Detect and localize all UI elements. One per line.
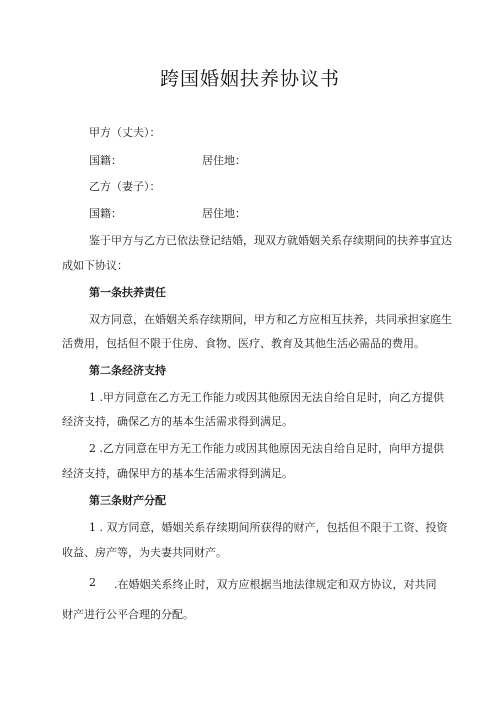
paragraph-line: 财产进行公平合理的分配。	[62, 608, 194, 621]
preamble-line: 成如下协议：	[62, 259, 128, 272]
party-a-nationality-label: 国籍：	[89, 154, 122, 167]
paragraph-line: 1 . 双方同意，婚姻关系存续期间所获得的财产，包括但不限于工资、投资	[89, 521, 448, 534]
item-number: 2	[89, 576, 96, 589]
paragraph-line: 1 .甲方同意在乙方无工作能力或因其他原因无法自给自足时，向乙方提供	[89, 391, 444, 404]
preamble-line: 鉴于甲方与乙方已依法登记结婚，现双方就婚姻关系存续期间的扶养事宜达	[89, 234, 452, 247]
section-heading: 第一条扶养责任	[89, 286, 166, 299]
section-heading: 第三条财产分配	[89, 494, 166, 507]
party-b-nationality-label: 国籍：	[89, 207, 122, 220]
party-b-residence-label: 居住地：	[202, 207, 246, 220]
paragraph-line: 双方同意，在婚姻关系存续期间，甲方和乙方应相互扶养，共同承担家庭生	[89, 313, 452, 326]
paragraph-line: 经济支持，确保甲方的基本生活需求得到满足。	[62, 467, 293, 480]
paragraph-line: 2 .乙方同意在甲方无工作能力或因其他原因无法自给自足时，向甲方提供	[89, 442, 444, 455]
paragraph-line: 活费用，包括但不限于住房、食物、医疗、教育及其他生活必需品的费用。	[62, 337, 425, 350]
party-a-residence-label: 居住地：	[202, 154, 246, 167]
section-heading: 第二条经济支持	[89, 364, 166, 377]
paragraph-line: 经济支持，确保乙方的基本生活需求得到满足。	[62, 415, 293, 428]
party-b-label: 乙方（妻子）：	[89, 180, 161, 193]
party-a-label: 甲方（丈夫）：	[89, 126, 161, 139]
paragraph-line: .在婚姻关系终止时，双方应根据当地法律规定和双方协议，对共同	[114, 578, 437, 591]
document-title: 跨国婚姻扶养协议书	[159, 68, 340, 90]
paragraph-line: 收益、房产等，为夫妻共同财产。	[62, 546, 227, 559]
